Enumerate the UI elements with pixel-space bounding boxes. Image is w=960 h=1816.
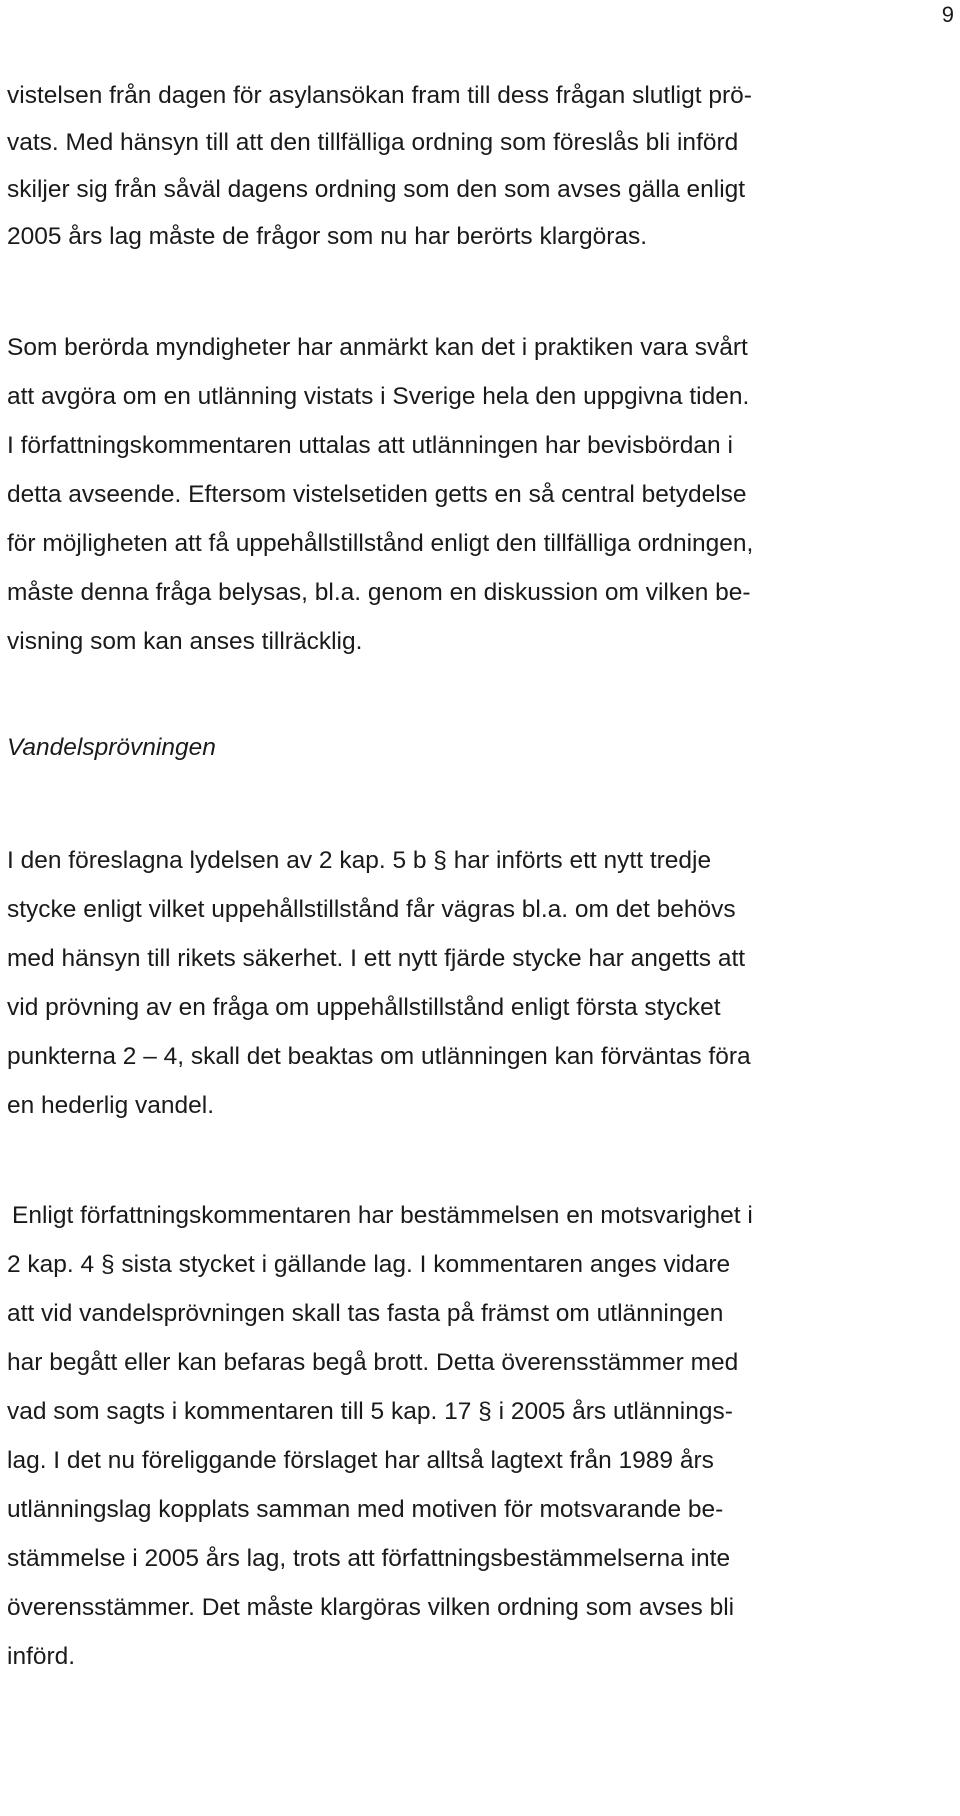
text-line: införd. — [7, 1643, 76, 1670]
text-line: vistelsen från dagen för asylansökan fram till dess frågan slutligt prö- — [7, 82, 752, 109]
text-line: I författningskommentaren uttalas att utlänningen har bevisbördan i — [7, 432, 733, 459]
text-line: måste denna fråga belysas, bl.a. genom en diskussion om vilken be- — [7, 579, 751, 606]
text-line: I den föreslagna lydelsen av 2 kap. 5 b § har införts ett nytt tredje — [7, 847, 712, 874]
text-line: 2005 års lag måste de frågor som nu har berörts klargöras. — [7, 223, 648, 250]
text-line: att vid vandelsprövningen skall tas fasta på främst om utlänningen — [7, 1300, 724, 1327]
text-line: utlänningslag kopplats samman med motiven för motsvarande be- — [7, 1496, 724, 1523]
section-heading: Vandelsprövningen — [7, 734, 216, 761]
text-line: vad som sagts i kommentaren till 5 kap. 17 § i 2005 års utlännings- — [7, 1398, 733, 1425]
text-line: att avgöra om en utlänning vistats i Sverige hela den uppgivna tiden. — [7, 383, 750, 410]
text-line: överensstämmer. Det måste klargöras vilken ordning som avses bli — [7, 1594, 735, 1621]
text-line: vid prövning av en fråga om uppehållstillstånd enligt första stycket — [7, 994, 721, 1021]
text-line: punkterna 2 – 4, skall det beaktas om utlänningen kan förväntas föra — [7, 1043, 751, 1070]
text-line: har begått eller kan befaras begå brott. Detta överensstämmer med — [7, 1349, 739, 1376]
text-line: stämmelse i 2005 års lag, trots att författningsbestämmelserna inte — [7, 1545, 731, 1572]
text-line: en hederlig vandel. — [7, 1092, 215, 1119]
text-line: lag. I det nu föreliggande förslaget har alltså lagtext från 1989 års — [7, 1447, 714, 1474]
text-line: med hänsyn till rikets säkerhet. I ett nytt fjärde stycke har angetts att — [7, 945, 746, 972]
page-number: 9 — [941, 2, 954, 27]
text-line: skiljer sig från såväl dagens ordning som den som avses gälla enligt — [7, 176, 746, 203]
text-line: visning som kan anses tillräcklig. — [7, 628, 363, 655]
text-line: Som berörda myndigheter har anmärkt kan det i praktiken vara svårt — [7, 334, 748, 361]
text-line: vats. Med hänsyn till att den tillfälliga ordning som föreslås bli införd — [7, 129, 739, 156]
text-line: för möjligheten att få uppehållstillstånd enligt den tillfälliga ordningen, — [7, 530, 754, 557]
text-line: Enligt författningskommentaren har bestämmelsen en motsvarighet i — [12, 1202, 753, 1229]
text-line: 2 kap. 4 § sista stycket i gällande lag. I kommentaren anges vidare — [7, 1251, 731, 1278]
text-line: stycke enligt vilket uppehållstillstånd får vägras bl.a. om det behövs — [7, 896, 736, 923]
text-line: detta avseende. Eftersom vistelsetiden getts en så central betydelse — [7, 481, 747, 508]
